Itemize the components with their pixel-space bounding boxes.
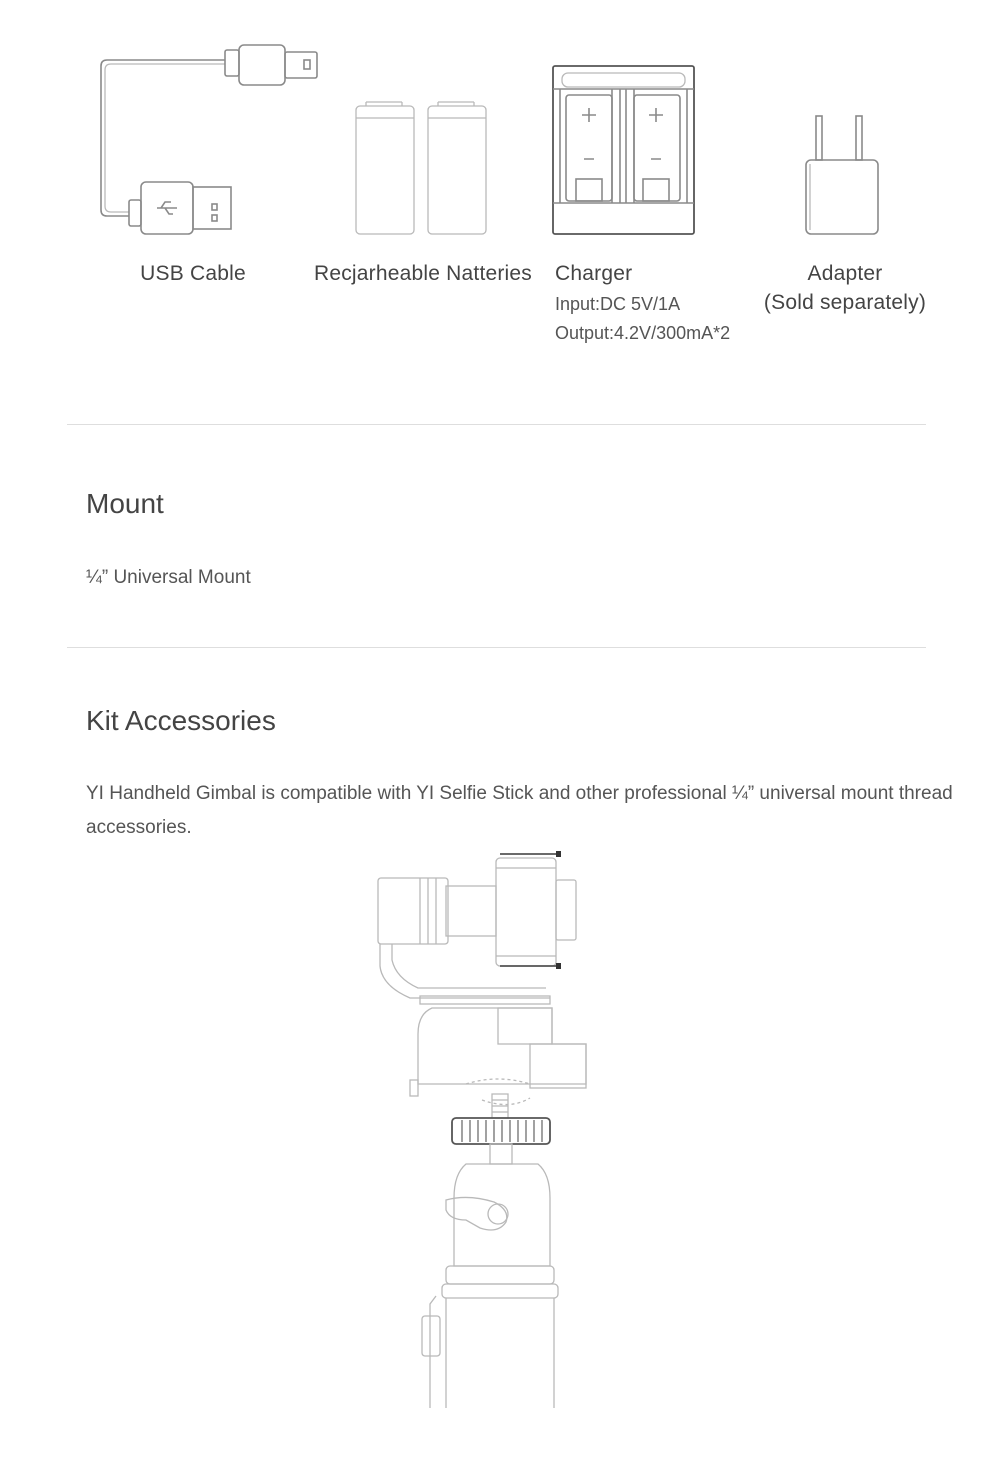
mount-description: ¼” Universal Mount — [86, 567, 251, 588]
charger-output-spec: Output:4.2V/300mA*2 — [555, 323, 731, 343]
charger-icon — [550, 63, 700, 238]
usb-cable-icon — [95, 40, 335, 230]
power-adapter-icon — [800, 110, 890, 240]
section-divider — [67, 424, 926, 425]
gimbal-on-selfie-stick-icon — [370, 848, 610, 1408]
section-divider — [67, 647, 926, 648]
batteries-icon — [354, 98, 494, 238]
batteries-label: Recjarheable Natteries — [313, 262, 532, 285]
kit-accessories-description: YI Handheld Gimbal is compatible with YI Selfie Stick and other professional ¼” universal mount thread accessories. — [86, 783, 953, 838]
charger-input-spec: Input:DC 5V/1A — [555, 294, 681, 314]
adapter-label: Adapter — [807, 262, 883, 285]
mount-heading: Mount — [86, 488, 164, 519]
kit-accessories-heading: Kit Accessories — [86, 705, 276, 736]
adapter-note: (Sold separately) — [763, 291, 927, 314]
charger-label: Charger — [555, 262, 633, 285]
usb-cable-label: USB Cable — [140, 262, 246, 285]
